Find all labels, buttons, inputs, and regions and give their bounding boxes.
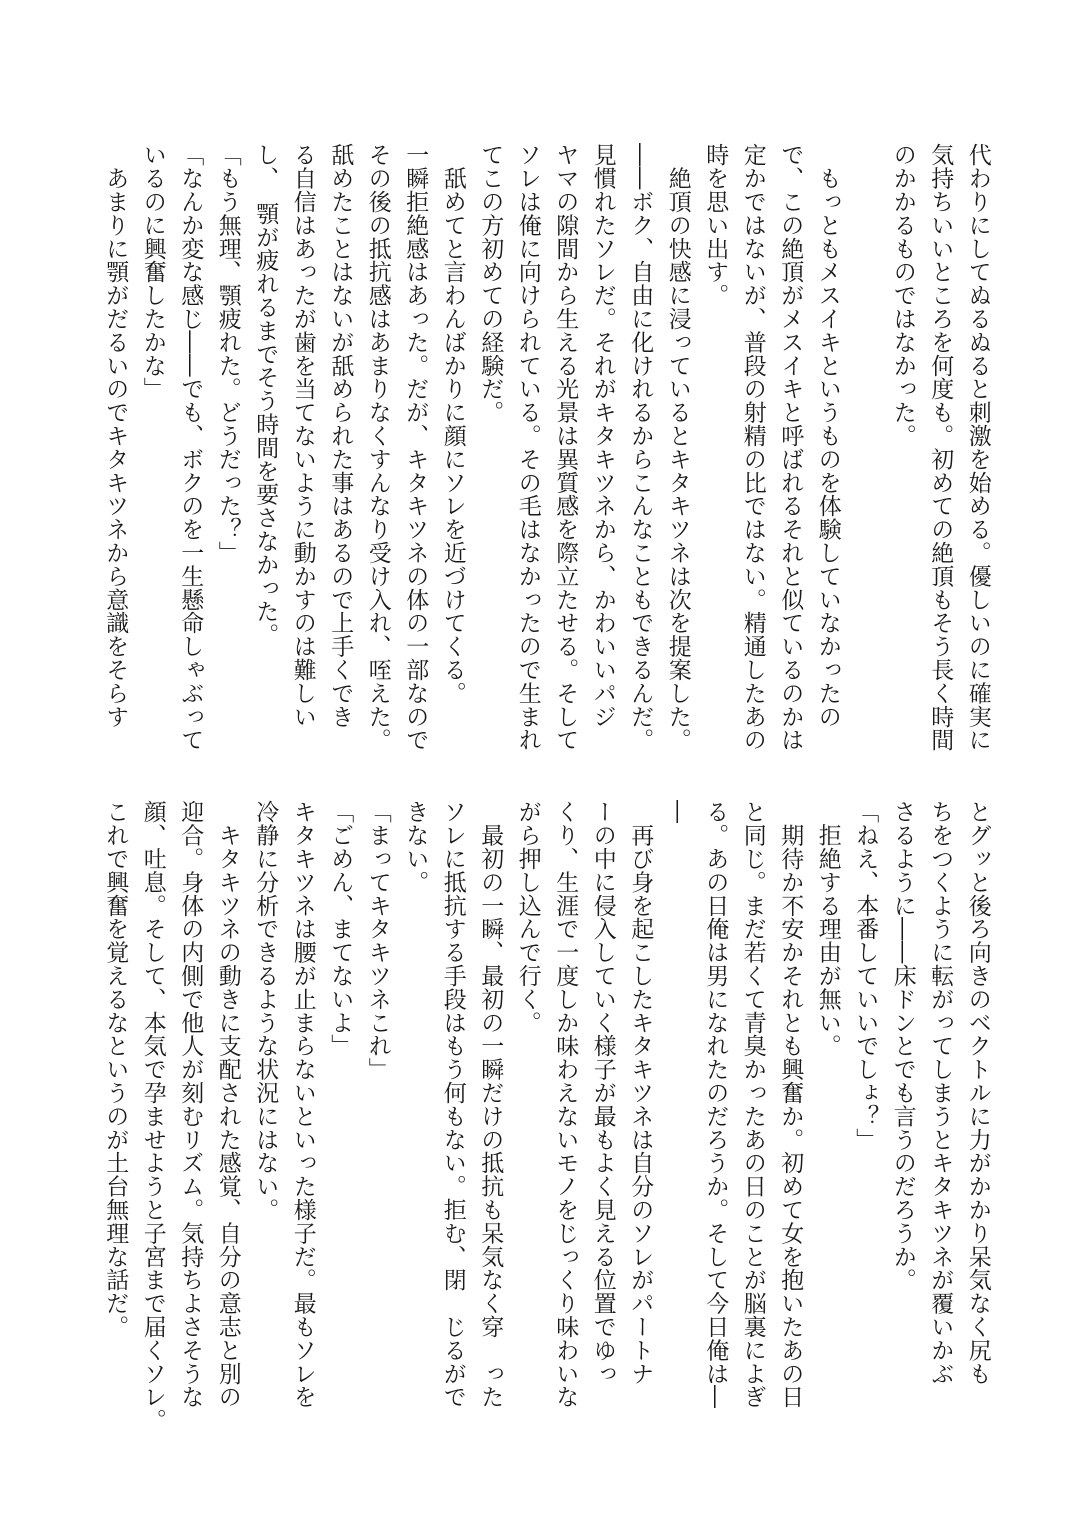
text-column: その後の抵抗感はあまりなくすんなり受け入れ、咥えた。 bbox=[364, 143, 391, 752]
text-column: キタキツネは腰が止まらないといった様子だ。最もソレを bbox=[289, 800, 316, 1409]
text-column: 期待か不安かそれとも興奮か。初めて女を抱いたあの日 bbox=[777, 800, 804, 1409]
text-column: ソレに抵抗する手段はもう何もない。拒む、閉 じるがで bbox=[439, 800, 466, 1409]
text-column: で、この絶頂がメスイキと呼ばれるそれと似ているのかは bbox=[777, 143, 804, 752]
text-column: ― bbox=[664, 800, 691, 824]
text-column: 迎合。身体の内側で他人が刻むリズム。気持ちよさそうな bbox=[177, 800, 204, 1409]
text-column: とグッと後ろ向きのベクトルに力がかかり呆気なく尻も bbox=[964, 800, 991, 1385]
text-column: 「もう無理、顎疲れた。どうだった？」 bbox=[214, 143, 241, 565]
text-column: くり、生涯で一度しか味わえないモノをじっくり味わいな bbox=[552, 800, 579, 1409]
text-column: ――ボク、自由に化けれるからこんなこともできるんだ。 bbox=[627, 143, 654, 752]
text-column: さるように――床ドンとでも言うのだろうか。 bbox=[889, 800, 916, 1292]
text-column: 「なんか変な感じ――でも、ボクのを一生懸命しゃぶって bbox=[177, 143, 204, 752]
text-column: ソレは俺に向けられている。その毛はなかったので生まれ bbox=[514, 143, 541, 752]
text-column: 気持ちいいところを何度も。初めての絶頂もそう長く時間 bbox=[927, 143, 954, 752]
text-column: 「ごめん、まてないよ」 bbox=[327, 800, 354, 1058]
text-column: 定かではないが、普段の射精の比ではない。精通したあの bbox=[739, 143, 766, 752]
text-column: と同じ。まだ若くて青臭かったあの日のことが脳裏によぎ bbox=[739, 800, 766, 1409]
upper-text-block bbox=[0, 143, 1080, 758]
text-column: 「ねえ、本番していいでしょ？」 bbox=[852, 800, 879, 1151]
text-column: 舐めたことはないが舐められた事はあるので上手くでき bbox=[327, 143, 354, 728]
text-column: 冷静に分析できるような状況にはない。 bbox=[252, 800, 279, 1222]
text-column: 拒絶する理由が無い。 bbox=[814, 800, 841, 1058]
text-column: これで興奮を覚えるなというのが土台無理な話だ。 bbox=[102, 800, 129, 1339]
text-column: がら押し込んで行く。 bbox=[514, 800, 541, 1034]
text-column: 「まってキタキツネこれ」 bbox=[364, 800, 391, 1081]
text-column: キタキツネの動きに支配された感覚、自分の意志と別の bbox=[214, 800, 241, 1409]
text-column: ーの中に侵入していく様子が最もよく見える位置でゆっ bbox=[589, 800, 616, 1385]
text-column: あまりに顎がだるいのでキタキツネから意識をそらす bbox=[102, 143, 129, 728]
lower-text-block bbox=[0, 800, 1080, 1432]
text-column: る。あの日俺は男になれたのだろうか。そして今日俺は― bbox=[702, 800, 729, 1409]
text-column: 見慣れたソレだ。それがキタキツネから、かわいいパジ bbox=[589, 143, 616, 728]
text-column: 時を思い出す。 bbox=[702, 143, 729, 307]
text-column: てこの方初めての経験だ。 bbox=[477, 143, 504, 424]
text-column: 一瞬拒絶感はあった。だが、キタキツネの体の一部なので bbox=[402, 143, 429, 752]
text-column: もっともメスイキというものを体験していなかったの bbox=[814, 143, 841, 728]
text-column: 再び身を起こしたキタキツネは自分のソレがパートナ bbox=[627, 800, 654, 1385]
text-column: 顔、吐息。そして、本気で孕ませようと子宮まで届くソレ。 bbox=[139, 800, 166, 1432]
text-column: し、 顎が疲れるまでそう時間を要さなかった。 bbox=[252, 143, 279, 647]
text-column: る自信はあったが歯を当てないように動かすのは難しい bbox=[289, 143, 316, 728]
text-column: ちをつくように転がってしまうとキタキツネが覆いかぶ bbox=[927, 800, 954, 1385]
text-column: いるのに興奮したかな」 bbox=[139, 143, 166, 401]
text-column: 舐めてと言わんばかりに顔にソレを近づけてくる。 bbox=[439, 143, 466, 705]
text-column: のかかるものではなかった。 bbox=[889, 143, 916, 448]
text-column: 代わりにしてぬるぬると刺激を始める。優しいのに確実に bbox=[964, 143, 991, 752]
text-column: ヤマの隙間から生える光景は異質感を際立たせる。そして bbox=[552, 143, 579, 752]
text-column: きない。 bbox=[402, 800, 429, 894]
text-column: 最初の一瞬、最初の一瞬だけの抵抗も呆気なく穿 った bbox=[477, 800, 504, 1409]
text-column bbox=[846, 143, 884, 758]
text-column: 絶頂の快感に浸っているとキタキツネは次を提案した。 bbox=[664, 143, 691, 752]
